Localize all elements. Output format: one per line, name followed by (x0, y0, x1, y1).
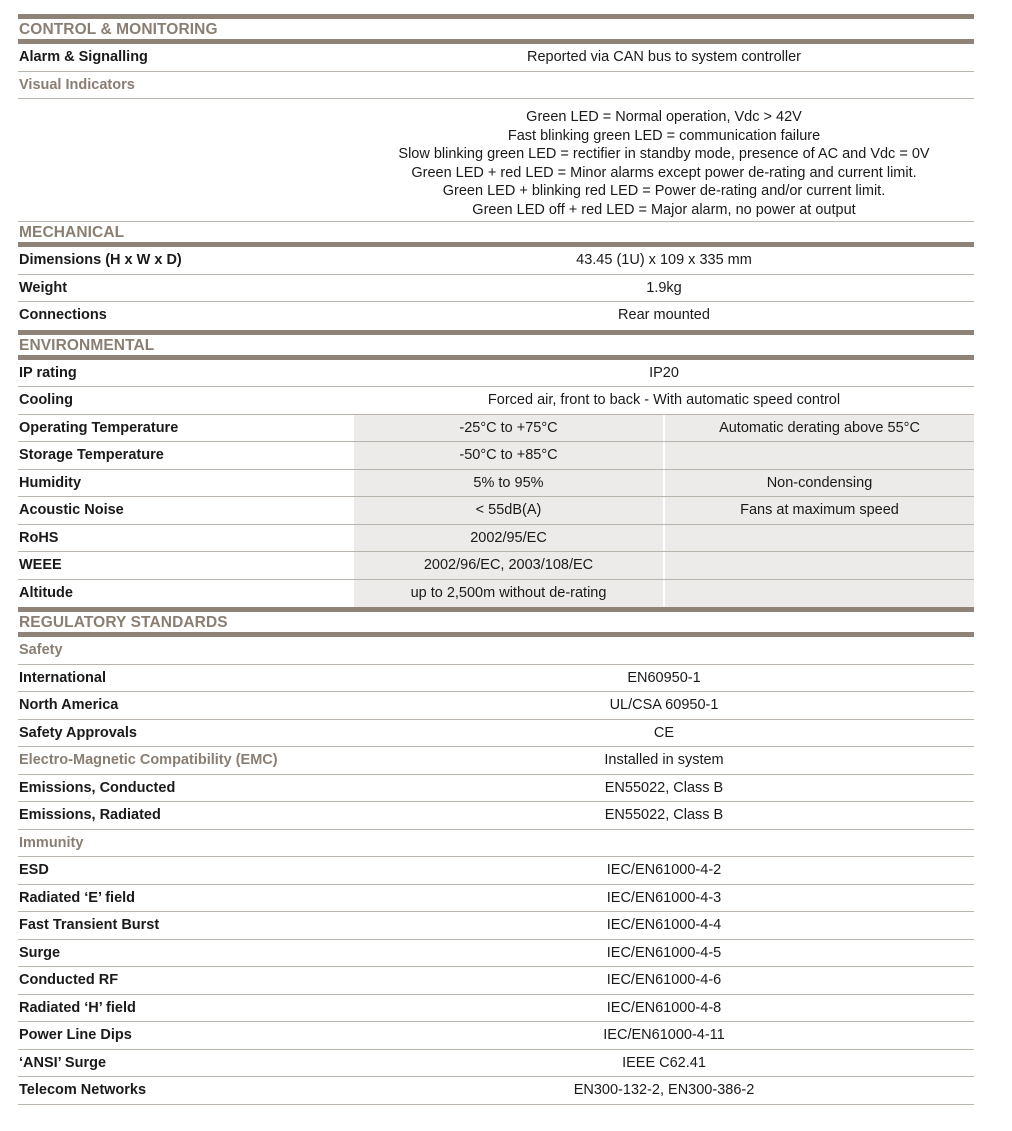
spec-value: EN300-132-2, EN300-386-2 (573, 1082, 755, 1098)
indicator-line: Slow blinking green LED = rectifier in standby mode, presence of AC and Vdc = 0V (398, 146, 930, 163)
spec-row (18, 497, 974, 525)
spec-label: Weight (19, 279, 68, 296)
spec-value: Reported via CAN bus to system controller (527, 49, 801, 65)
spec-label: Storage Temperature (19, 447, 164, 463)
spec-value: IEC/EN61000-4-11 (603, 1027, 725, 1043)
spec-row (18, 415, 974, 443)
spec-label: Cooling (19, 392, 73, 408)
spec-row (18, 995, 974, 1023)
spec-value: 2002/96/EC, 2003/108/EC (354, 552, 663, 579)
spec-row (18, 525, 974, 553)
spec-note: Automatic derating above 55°C (663, 415, 974, 442)
section-header: MECHANICAL (18, 222, 974, 247)
spec-label: Safety Approvals (19, 724, 137, 741)
indicator-row (18, 99, 974, 222)
spec-label: Humidity (19, 474, 82, 491)
spec-row (18, 275, 974, 303)
spec-value: up to 2,500m without de-rating (354, 580, 663, 608)
spec-subheader-row (18, 830, 974, 858)
spec-label (18, 99, 354, 221)
spec-value: IP20 (649, 364, 679, 381)
spec-label: Radiated ‘H’ field (19, 999, 136, 1016)
spec-row (18, 387, 974, 415)
spec-value: 1.9kg (646, 279, 682, 296)
spec-value: UL/CSA 60950-1 (609, 697, 719, 713)
section-header: ENVIRONMENTAL (18, 335, 974, 360)
spec-note: Non-condensing (663, 470, 974, 497)
spec-note (663, 552, 974, 579)
spec-subheader-label: Visual Indicators (19, 76, 135, 93)
spec-label: WEEE (19, 557, 62, 573)
spec-value (354, 830, 974, 857)
spec-label: Acoustic Noise (19, 502, 124, 518)
spec-label: Altitude (19, 584, 73, 601)
spec-label: Conducted RF (19, 972, 119, 988)
spec-row (18, 885, 974, 913)
spec-value: IEC/EN61000-4-4 (606, 917, 722, 933)
spec-row (18, 1050, 974, 1078)
spec-value (354, 637, 974, 664)
spec-label: Radiated ‘E’ field (19, 889, 136, 906)
spec-value: IEC/EN61000-4-3 (606, 889, 722, 906)
spec-label: Connections (19, 307, 107, 323)
spec-row (18, 1022, 974, 1050)
section-header: REGULATORY STANDARDS (18, 612, 974, 637)
spec-subheader-row (18, 747, 974, 775)
spec-value: EN55022, Class B (604, 779, 724, 796)
spec-row (18, 802, 974, 830)
spec-value: 43.45 (1U) x 109 x 335 mm (576, 252, 752, 268)
spec-value: IEEE C62.41 (622, 1054, 706, 1071)
indicator-line: Green LED + red LED = Minor alarms except power de-rating and current limit. (411, 164, 917, 181)
spec-label: Fast Transient Burst (19, 917, 160, 933)
spec-label: International (19, 669, 107, 686)
spec-row (18, 1077, 974, 1105)
spec-value: EN55022, Class B (604, 807, 724, 823)
spec-row (18, 912, 974, 940)
spec-row (18, 247, 974, 275)
spec-label: Emissions, Conducted (19, 779, 176, 796)
spec-value: IEC/EN61000-4-2 (606, 862, 722, 878)
indicator-line: Green LED + blinking red LED = Power de-rating and/or current limit. (442, 183, 886, 200)
spec-row (18, 360, 974, 388)
spec-row (18, 857, 974, 885)
spec-note (663, 442, 974, 469)
spec-note (663, 525, 974, 552)
spec-row (18, 692, 974, 720)
spec-row (18, 665, 974, 693)
spec-subheader-label: Electro-Magnetic Compatibility (EMC) (19, 752, 278, 768)
spec-subheader-row (18, 72, 974, 100)
spec-value (354, 72, 974, 99)
indicator-line: Green LED = Normal operation, Vdc > 42V (526, 109, 802, 125)
spec-value: IEC/EN61000-4-5 (606, 944, 722, 961)
spec-value: Forced air, front to back - With automatic speed control (354, 387, 974, 414)
spec-row (18, 44, 974, 72)
spec-value: Rear mounted (618, 307, 710, 323)
spec-label: IP rating (19, 364, 77, 381)
spec-label: Telecom Networks (19, 1082, 147, 1098)
spec-value: CE (653, 724, 675, 741)
spec-row (18, 552, 974, 580)
spec-note (663, 580, 974, 608)
indicator-line: Green LED off + red LED = Major alarm, no power at output (472, 201, 856, 218)
spec-value: IEC/EN61000-4-6 (606, 972, 722, 988)
spec-label: ESD (19, 862, 49, 878)
spec-value: < 55dB(A) (354, 497, 663, 524)
spec-note: Fans at maximum speed (663, 497, 974, 524)
spec-value: Installed in system (604, 752, 724, 768)
spec-row (18, 967, 974, 995)
spec-label: Emissions, Radiated (19, 807, 161, 823)
indicator-line: Fast blinking green LED = communication failure (507, 127, 821, 144)
spec-value: 2002/95/EC (354, 525, 663, 552)
spec-label: North America (19, 697, 119, 713)
spec-label: Alarm & Signalling (19, 49, 148, 65)
spec-value: 5% to 95% (354, 470, 663, 497)
spec-value: IEC/EN61000-4-8 (606, 999, 722, 1016)
spec-row (18, 720, 974, 748)
spec-label: ‘ANSI’ Surge (19, 1054, 107, 1071)
spec-subheader-label: Safety (19, 642, 63, 658)
spec-label: RoHS (19, 529, 59, 546)
spec-table (18, 14, 974, 1105)
spec-row (18, 302, 974, 330)
spec-label: Dimensions (H x W x D) (19, 252, 182, 268)
indicator-list (354, 99, 974, 221)
spec-label: Operating Temperature (19, 419, 179, 436)
spec-label: Surge (19, 944, 61, 961)
spec-value: -25°C to +75°C (354, 415, 663, 442)
spec-row (18, 940, 974, 968)
spec-row (18, 580, 974, 608)
spec-row (18, 442, 974, 470)
spec-row (18, 470, 974, 498)
spec-value: -50°C to +85°C (354, 442, 663, 469)
spec-label: Power Line Dips (19, 1027, 132, 1043)
spec-subheader-row (18, 637, 974, 665)
spec-value: EN60950-1 (627, 669, 701, 686)
spec-row (18, 775, 974, 803)
section-header: CONTROL & MONITORING (18, 19, 974, 44)
spec-subheader-label: Immunity (19, 834, 84, 851)
